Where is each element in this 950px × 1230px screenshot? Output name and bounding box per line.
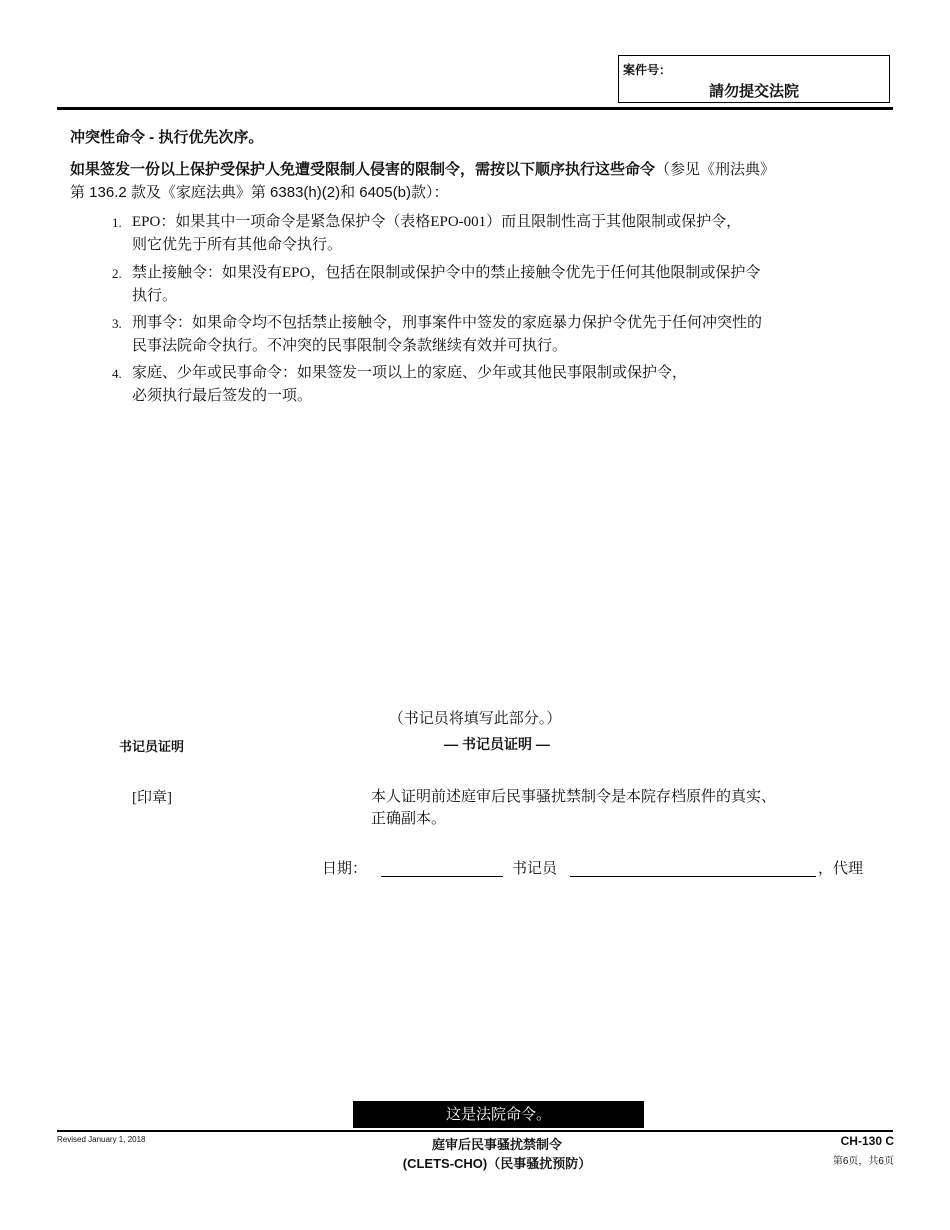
intro-bold-text: 如果签发一份以上保护受保护人免遭受限制人侵害的限制令，需按以下顺序执行这些命令 — [70, 161, 656, 178]
list-item — [112, 312, 862, 358]
clerk-certificate-heading: — 书记员证明 — — [444, 736, 550, 752]
clerk-note: （书记员将填写此部分。） — [388, 711, 562, 727]
case-number-value: 請勿提交法院 — [708, 83, 799, 100]
list-item-number: 4. — [112, 366, 122, 381]
case-number-label: 案件号： — [623, 63, 672, 77]
form-title-line2: (CLETS-CHO)（民事骚扰预防） — [402, 1156, 592, 1171]
list-item-line1: EPO：如果其中一项命令是紧急保护令（表格EPO-001）而且限制性高于其他限制或保护令， — [132, 214, 742, 230]
form-title-line1: 庭审后民事骚扰禁制令 — [431, 1137, 562, 1152]
date-field[interactable] — [381, 876, 503, 877]
certification-line2: 正确副本。 — [371, 811, 447, 827]
list-item-line1: 禁止接触令：如果没有EPO，包括在限制或保护令中的禁止接触令优先于任何其他限制或保护令 — [132, 265, 761, 281]
certification-line1: 本人证明前述庭审后民事骚扰禁制令是本院存档原件的真实、 — [371, 789, 777, 805]
court-order-banner: 这是法院命令。 — [353, 1101, 644, 1128]
list-item-line2: 必须执行最后签发的一项。 — [132, 388, 313, 404]
list-item-line1: 刑事令：如果命令均不包括禁止接触令，刑事案件中签发的家庭暴力保护令优先于任何冲突性的 — [132, 315, 763, 331]
intro-rest-line1: （参见《刑法典》 — [655, 161, 776, 178]
list-item-line2: 则它优先于所有其他命令执行。 — [132, 237, 343, 253]
list-item-number: 1. — [112, 215, 122, 230]
certification-text — [371, 786, 851, 830]
clerk-certificate-label: 书记员证明 — [119, 739, 185, 754]
list-item-line1: 家庭、少年或民事命令：如果签发一项以上的家庭、少年或其他民事限制或保护令， — [132, 365, 688, 381]
footer-divider — [57, 1130, 893, 1132]
form-number: CH-130 C — [840, 1134, 894, 1148]
list-item — [112, 211, 862, 257]
section-title: 冲突性命令 - 执行优先次序。 — [70, 129, 264, 146]
header-divider — [57, 107, 893, 110]
date-label: 日期： — [322, 861, 368, 877]
intro-paragraph — [70, 158, 880, 204]
deputy-label: ，代理 — [818, 861, 864, 877]
case-number-box — [618, 55, 890, 103]
clerk-label: 书记员 — [512, 861, 558, 877]
list-item-number: 3. — [112, 316, 122, 331]
list-item — [112, 362, 862, 408]
seal-placeholder: [印章] — [132, 790, 172, 806]
revised-date: Revised January 1, 2018 — [57, 1135, 146, 1144]
list-item-line2: 执行。 — [132, 288, 178, 304]
form-title — [0, 1135, 950, 1173]
list-item-number: 2. — [112, 266, 122, 281]
list-item-line2: 民事法院命令执行。不冲突的民事限制令条款继续有效并可执行。 — [132, 338, 568, 354]
intro-rest-line2: 第 136.2 款及《家庭法典》第 6383(h)(2)和 6405(b)款）： — [70, 184, 449, 201]
page-number: 第6页，共6页 — [832, 1156, 894, 1167]
list-item — [112, 262, 862, 308]
clerk-signature-field[interactable] — [570, 876, 816, 877]
